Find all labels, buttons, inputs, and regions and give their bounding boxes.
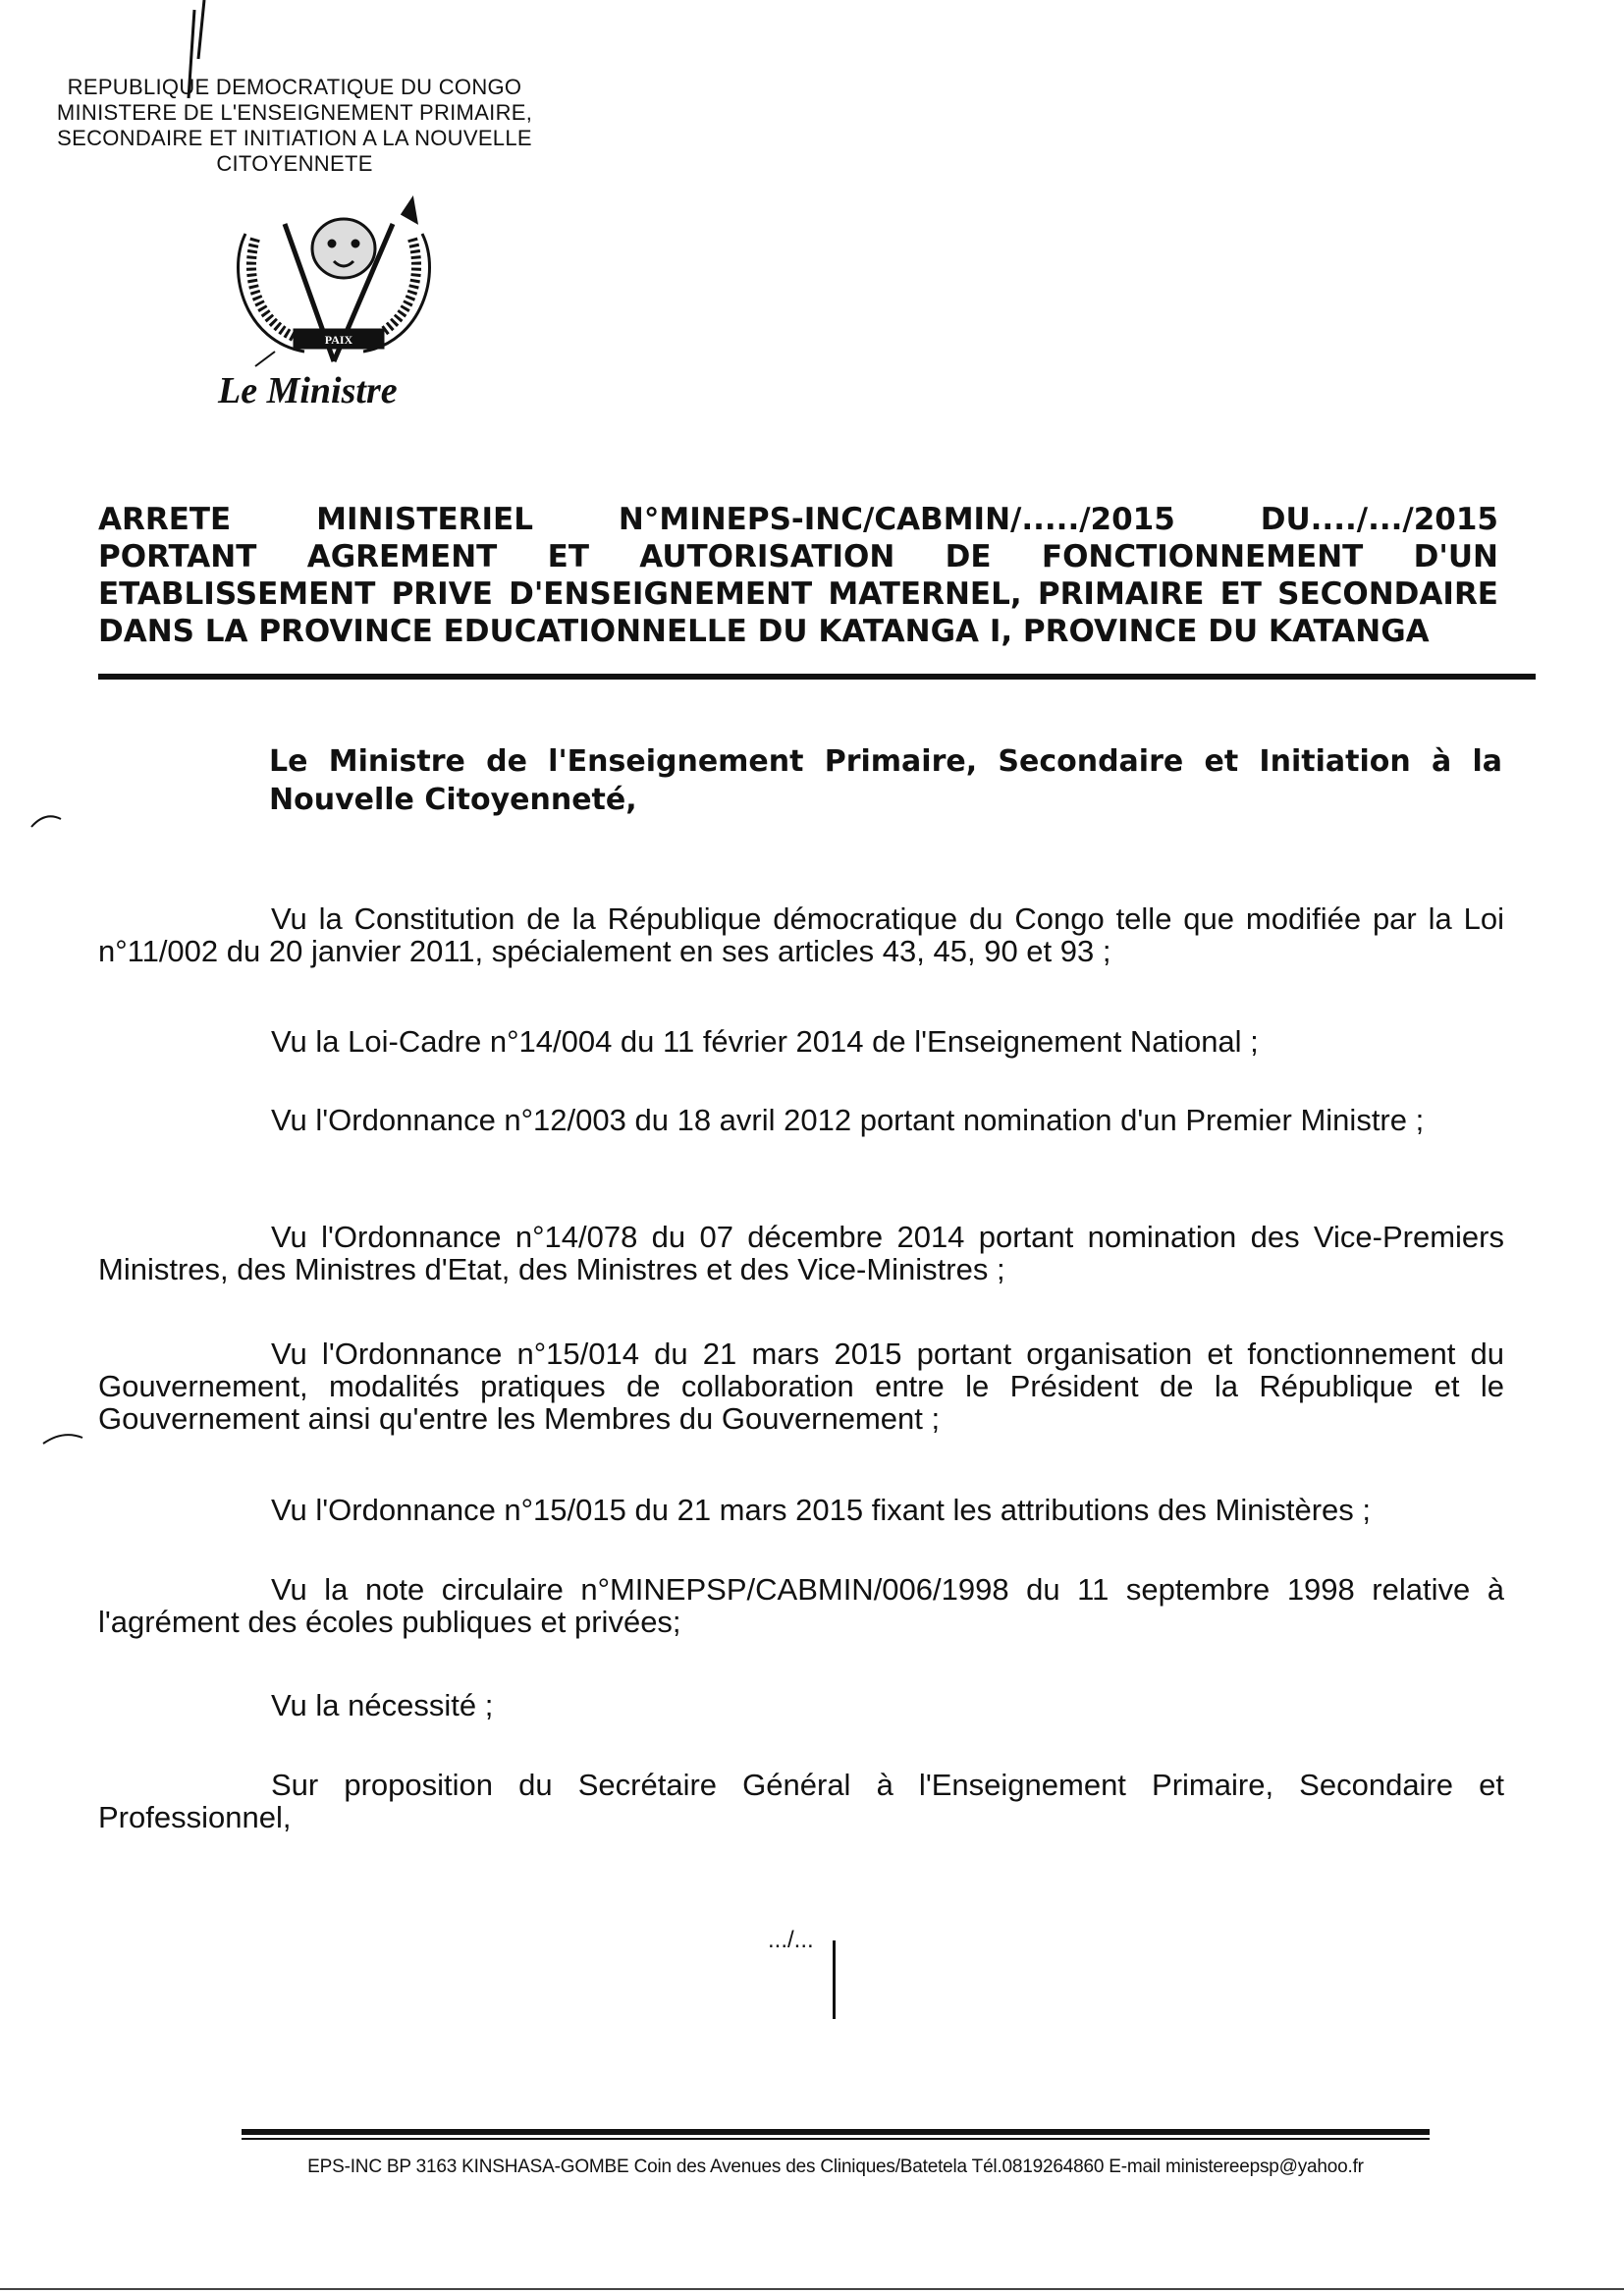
margin-mark <box>27 805 67 835</box>
title-word: AGREMENT <box>306 539 498 574</box>
recital-loi-cadre: Vu la Loi-Cadre n°14/004 du 11 février 2014 de l'Enseignement National ; <box>271 1024 1259 1059</box>
decree-number: N°MINEPS-INC/CABMIN/...../2015 <box>618 502 1175 537</box>
title-line-1 <box>98 501 1498 538</box>
footer-rule <box>242 2129 1430 2135</box>
scan-edge <box>0 2288 1624 2290</box>
header-ministry-end: CITOYENNETE <box>216 151 373 176</box>
handwritten-mark <box>833 1940 836 2019</box>
continuation-mark: .../... <box>768 1927 814 1953</box>
decree-date: DU..../.../2015 <box>1260 502 1498 537</box>
minister-designation: Le Ministre de l'Enseignement Primaire, Secondaire et Initiation à la Nouvelle Citoyenneté, <box>269 744 1502 817</box>
signature-title: Le Ministre <box>218 370 398 411</box>
header-ministry: MINISTERE DE L'ENSEIGNEMENT PRIMAIRE, <box>56 100 533 125</box>
header-country: REPUBLIQUE DEMOCRATIQUE DU CONGO <box>67 75 522 99</box>
title-word: PORTANT <box>98 539 257 574</box>
coat-of-arms-seal <box>216 194 452 381</box>
title-word: DE <box>945 539 992 574</box>
title-word: ARRETE <box>98 502 232 537</box>
seal-motto: PAIX <box>324 333 353 347</box>
footer-address: EPS-INC BP 3163 KINSHASA-GOMBE Coin des Avenues des Cliniques/Batetela Tél.0819264860 E-mail ministereepsp@yahoo.fr <box>307 2157 1364 2177</box>
recital-note-circulaire: Vu la note circulaire n°MINEPSP/CABMIN/006/1998 du 11 septembre 1998 relative à l'agrément des écoles publiques et privées; <box>98 1572 1504 1639</box>
footer-rule-thin <box>242 2138 1430 2140</box>
title-word: AUTORISATION <box>639 539 895 574</box>
recital-ordonnance-gouvernement: Vu l'Ordonnance n°14/078 du 07 décembre 2014 portant nomination des Vice-Premiers Ministres, des Ministres d'Etat, des Ministres et des Vice-Ministres ; <box>98 1220 1504 1286</box>
title-line-2 <box>98 538 1498 575</box>
title-underline <box>98 674 1536 680</box>
title-word: ET <box>547 539 589 574</box>
recital-constitution: Vu la Constitution de la République démocratique du Congo telle que modifiée par la Loi n°11/002 du 20 janvier 2011, spécialement en ses articles 43, 45, 90 et 93 ; <box>98 901 1504 968</box>
recital-ordonnance-premier-ministre: Vu l'Ordonnance n°12/003 du 18 avril 2012 portant nomination d'un Premier Ministre ; <box>271 1103 1425 1137</box>
title-line-3: ETABLISSEMENT PRIVE D'ENSEIGNEMENT MATERNEL, PRIMAIRE ET SECONDAIRE <box>98 576 1498 612</box>
handwritten-mark <box>177 0 255 108</box>
title-word: FONCTIONNEMENT <box>1041 539 1364 574</box>
recital-necessite: Vu la nécessité ; <box>271 1688 494 1722</box>
recital-ordonnance-attributions: Vu l'Ordonnance n°15/015 du 21 mars 2015 fixant les attributions des Ministères ; <box>271 1493 1372 1527</box>
title-word: D'UN <box>1413 539 1498 574</box>
recital-proposition: Sur proposition du Secrétaire Général à l'Enseignement Primaire, Secondaire et Professionnel, <box>98 1768 1504 1834</box>
letterhead <box>0 0 707 432</box>
header-ministry-cont: SECONDAIRE ET INITIATION A LA NOUVELLE <box>57 126 532 150</box>
recital-ordonnance-organisation: Vu l'Ordonnance n°15/014 du 21 mars 2015 portant organisation et fonctionnement du Gouvernement, modalités pratiques de collaboration entre le Président de la République et le Gouvernement ainsi qu'entre les Membres du Gouvernement ; <box>98 1337 1504 1436</box>
margin-mark <box>39 1424 88 1453</box>
title-line-4: DANS LA PROVINCE EDUCATIONNELLE DU KATANGA I, PROVINCE DU KATANGA <box>98 614 1430 649</box>
title-word: MINISTERIEL <box>316 502 533 537</box>
decree-title <box>98 501 1498 650</box>
